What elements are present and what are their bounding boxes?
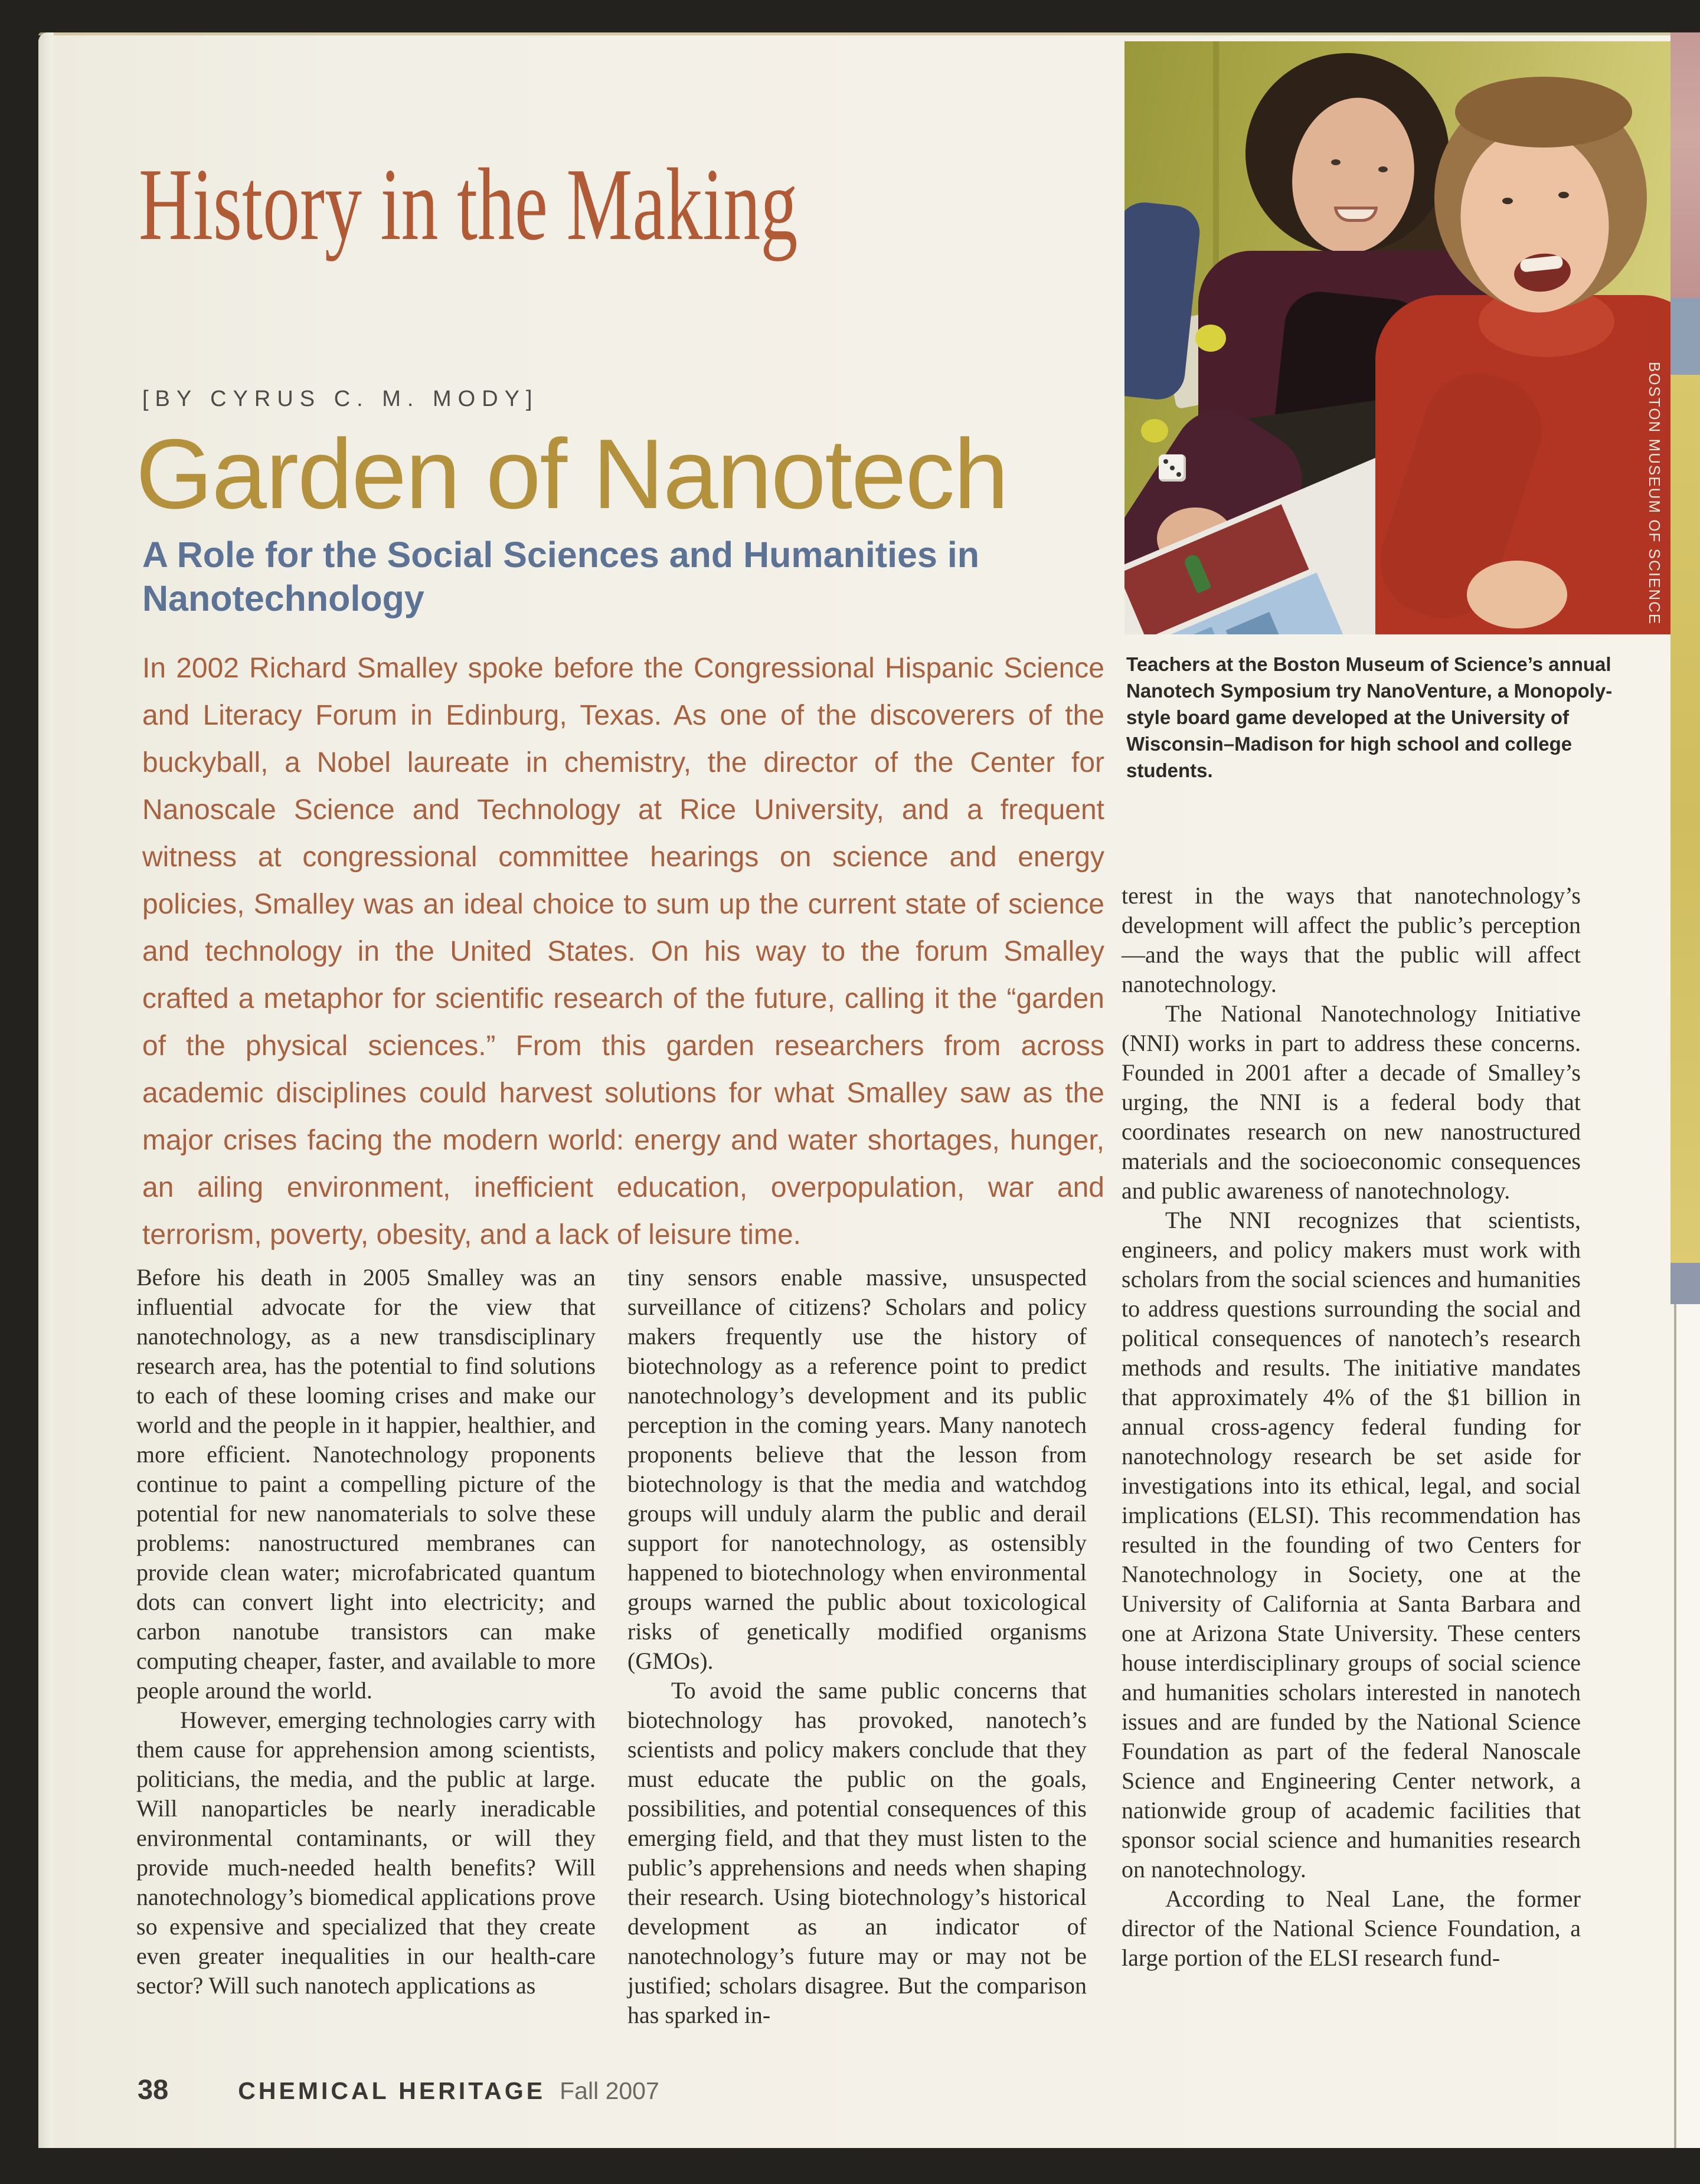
author-byline: [BY CYRUS C. M. MODY] bbox=[142, 387, 539, 411]
teacher-left-eye bbox=[1378, 166, 1388, 172]
lead-paragraph: In 2002 Richard Smalley spoke before the Congressional Hispanic Science and Literacy Forum in Edinburg, Texas. As one of the discoverers of the buckyball, a Nobel laureate in chemistry, the director of the Center for Nanoscale Science and Technology at Rice University, and a frequent witness at congressional committee hearings on science and energy policies, Smalley was an ideal choice to sum up the current state of science and technology in the United States. On his way to the forum Smalley crafted a metaphor for scientific research of the future, calling it the “garden of the physical sciences.” From this garden researchers from across academic disciplines could harvest solutions for what Smalley saw as the major crises facing the modern world: energy and water shortages, hunger, an ailing environment, inefficient education, overpopulation, war and terrorism, poverty, obesity, and a lack of leisure time. bbox=[142, 653, 1104, 1250]
fore-edge-blue bbox=[1670, 298, 1700, 375]
fore-edge-pink bbox=[1670, 32, 1700, 298]
teacher-left-eye bbox=[1331, 159, 1341, 165]
magazine-name: CHEMICAL HERITAGE bbox=[238, 2077, 546, 2104]
article-subtitle: A Role for the Social Sciences and Humanities in Nanotechnology bbox=[142, 535, 980, 618]
photo-nanoventure-game bbox=[1124, 41, 1670, 634]
article-title: Garden of Nanotech bbox=[136, 418, 1008, 529]
fore-edge-blue-lower bbox=[1670, 1263, 1700, 1304]
paragraph: The NNI recognizes that scientists, engineers, and policy makers must work with scholars from the social sciences and humanities to address questions surrounding the social and political consequences of nanotech’s research methods and results. The initiative mandates that approximately 4% of the $1 billion in annual cross-agency federal funding for nanotechnology research be set aside for investigations into its ethical, legal, and social implications (ELSI). This recommendation has resulted in the founding of two Centers for Nanotechnology in Society, one at the University of California at Santa Barbara and one at Arizona State University. These centers house interdisciplinary groups of social science and humanities scholars interested in nanotech issues and are funded by the National Science Foundation as part of the federal Nanoscale Science and Engineering Center network, a nationwide group of academic facilities that sponsor social science and humanities research on nanotechnology. bbox=[1122, 1207, 1581, 1882]
board-yellow-piece bbox=[1141, 419, 1168, 443]
paragraph: According to Neal Lane, the former director of the National Science Foundation, a large portion of the ELSI research fund- bbox=[1122, 1885, 1581, 1971]
page-left-edge bbox=[38, 32, 54, 2148]
fore-edge-crease bbox=[1674, 1304, 1676, 2148]
body-column-2 bbox=[627, 1263, 1087, 2030]
fore-edge-yellow bbox=[1670, 375, 1700, 1263]
teacher-right-eye bbox=[1502, 198, 1513, 204]
paragraph: tiny sensors enable massive, unsuspected surveillance of citizens? Scholars and policy makers frequently use the history of biotechnology as a reference point to predict nanotechnology’s development and its public perception in the coming years. Many nanotech proponents believe that the lesson from biotechnology is that the media and watchdog groups will unduly alarm the public and derail support for nanotechnology, as ostensibly happened to biotechnology when environmental groups warned the public about toxicological risks of genetically modified organisms (GMOs). bbox=[627, 1264, 1087, 1674]
section-kicker: History in the Making bbox=[139, 147, 798, 261]
page-footer bbox=[138, 2073, 659, 2106]
page-top-edge bbox=[38, 32, 1700, 35]
teacher-right-hair-top bbox=[1455, 77, 1632, 148]
teacher-right-hand bbox=[1467, 561, 1567, 628]
magazine-page bbox=[38, 32, 1700, 2148]
paragraph: The National Nanotechnology Initiative (NNI) works in part to address these concerns. Founded in 2001 after a decade of Smalley’s urging, the NNI is a federal body that coordinates research on new nanostructured materials and the socioeconomic consequences and public awareness of nanotechnology. bbox=[1122, 1000, 1581, 1204]
photo-caption: Teachers at the Boston Museum of Science’s annual Nanotech Symposium try NanoVenture, a Monopoly-style board game developed at the University of Wisconsin–Madison for high school and college students. bbox=[1126, 653, 1613, 781]
photo-credit: BOSTON MUSEUM OF SCIENCE bbox=[1646, 361, 1663, 625]
issue-label: Fall 2007 bbox=[560, 2077, 659, 2104]
teacher-right-teeth bbox=[1519, 255, 1563, 272]
body-column-1 bbox=[136, 1263, 596, 2000]
page-number: 38 bbox=[138, 2074, 169, 2105]
board-yellow-piece bbox=[1195, 325, 1226, 352]
paragraph: terest in the ways that nanotechnology’s development will affect the public’s perception—and the ways that the public will affect nanotechnology. bbox=[1122, 882, 1581, 997]
paragraph: Before his death in 2005 Smalley was an influential advocate for the view that nanotechnology, as a new transdisciplinary research area, has the potential to find solutions to each of these looming crises and make our world and the people in it happier, healthier, and more efficient. Nanotechnology proponents continue to paint a compelling picture of the potential for new nanomaterials to solve these problems: nanostructured membranes can provide clean water; microfabricated quantum dots can convert light into electricity; and carbon nanotube transistors can make computing cheaper, faster, and available to more people around the world. bbox=[136, 1264, 596, 1704]
board-die bbox=[1159, 454, 1186, 482]
paragraph: To avoid the same public concerns that biotechnology has provoked, nanotech’s scientists and policy makers conclude that they must educate the public on the goals, possibilities, and potential consequences of this emerging field, and that they must listen to the public’s apprehensions and needs when shaping their research. Using biotechnology’s historical development as an indicator of nanotechnology’s future may or may not be justified; scholars disagree. But the comparison has sparked in- bbox=[627, 1677, 1087, 2028]
body-column-3 bbox=[1122, 881, 1581, 1973]
teacher-right-eye bbox=[1558, 192, 1569, 198]
paragraph: However, emerging technologies carry with them cause for apprehension among scientists, politicians, the media, and the public at large. Will nanoparticles be nearly ineradicable environmental contaminants, or will they provide much-needed health benefits? Will nanotechnology’s biomedical applications prove so expensive and specialized that they create even greater inequalities in our health-care sector? Will such nanotech applications as bbox=[136, 1707, 596, 1999]
fore-edge-paper bbox=[1675, 1304, 1700, 2148]
